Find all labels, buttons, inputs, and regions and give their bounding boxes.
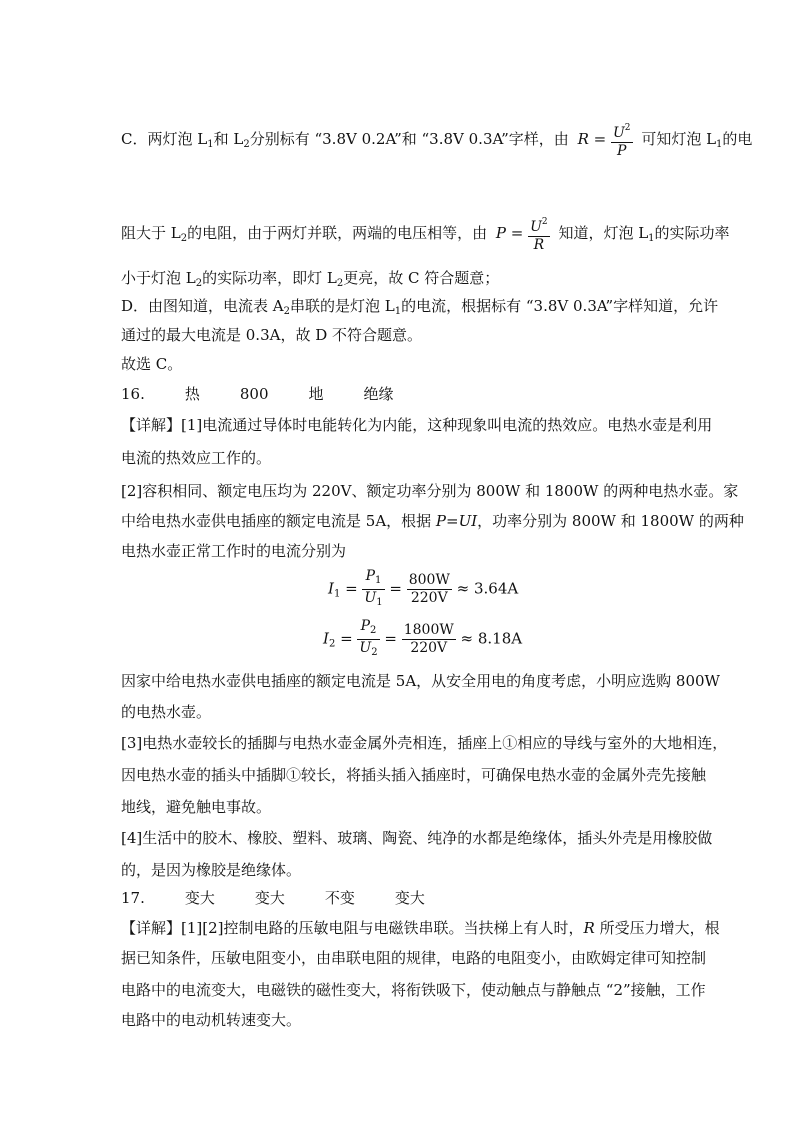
- q16-para-2b: 中给电热水壶供电插座的额定电流是 5A，根据 P=UI，功率分别为 800W 和 1800W 的两种: [121, 512, 744, 530]
- q16-answers: 16. 热 800 地 绝缘: [121, 385, 394, 403]
- formula-p-equals: P = $\frac{U^2}{R}$: [496, 214, 550, 254]
- q17-para-1c: 电路中的电流变大，电磁铁的磁性变大，将衔铁吸下，使动触点与静触点 “2”接触，工作: [121, 981, 706, 999]
- q16-para-1a: 【详解】[1]电流通过导体时电能转化为内能，这种现象叫电流的热效应。电热水壶是利用: [121, 416, 713, 434]
- q16-para-5b: 的，是因为橡胶是绝缘体。: [121, 861, 302, 879]
- q16-para-2c: 电热水壶正常工作时的电流分别为: [121, 542, 347, 560]
- option-d-line-1: D．由图知道，电流表 $A_2$串联的是灯泡 $L_1$的电流，根据标有 “3.8V 0.3A”字样知道，允许: [121, 297, 719, 317]
- q17-para-1d: 电路中的电动机转速变大。: [121, 1011, 302, 1029]
- q16-para-3a: 因家中给电热水壶供电插座的额定电流是 5A，从安全用电的角度考虑，小明应选购 800W: [121, 672, 720, 690]
- q16-para-1b: 电流的热效应工作的。: [121, 449, 272, 467]
- q17-para-1a: 【详解】[1][2]控制电路的压敏电阻与电磁铁串联。当扶梯上有人时，R 所受压力增大，根: [121, 919, 720, 937]
- formula-i1: $I_1$ = $\frac{P_1}{U_1}$ = $\frac{800W}{220V}$ ≈ 3.64A: [328, 568, 519, 608]
- formula-i2: $I_2$ = $\frac{P_2}{U_2}$ = $\frac{1800W}{220V}$ ≈ 8.18A: [323, 618, 523, 658]
- answer-line: 故选 C。: [121, 355, 183, 373]
- formula-r-equals: R = $\frac{U^2}{P}$: [578, 120, 633, 160]
- option-d-line-2: 通过的最大电流是 0.3A，故 D 不符合题意。: [121, 326, 423, 344]
- q16-para-4a: [3]电热水壶较长的插脚与电热水壶金属外壳相连，插座上①相应的导线与室外的大地相连，: [121, 734, 728, 752]
- q16-para-2a: [2]容积相同、额定电压均为 220V、额定功率分别为 800W 和 1800W 的两种电热水壶。家: [121, 482, 739, 500]
- q16-para-4c: 地线，避免触电事故。: [121, 798, 272, 816]
- q16-para-4b: 因电热水壶的插头中插脚①较长，将插头插入插座时，可确保电热水壶的金属外壳先接触: [121, 766, 707, 784]
- q16-para-3b: 的电热水壶。: [121, 703, 212, 721]
- option-c-line-1: C．两灯泡 $L_1$和 $L_2$分别标有 “3.8V 0.2A”和 “3.8V 0.3A”字样，由 R = $\frac{U^2}{P}$ 可知灯泡 $L_1$的电: [121, 120, 752, 160]
- option-c-line-3: 小于灯泡 $L_2$的实际功率，即灯 $L_2$更亮，故 C 符合题意；: [121, 269, 500, 289]
- q17-answers: 17. 变大 变大 不变 变大: [121, 889, 425, 907]
- q16-para-5a: [4]生活中的胶木、橡胶、塑料、玻璃、陶瓷、纯净的水都是绝缘体，插头外壳是用橡胶做: [121, 829, 713, 847]
- q17-para-1b: 据已知条件，压敏电阻变小，由串联电阻的规律，电路的电阻变小，由欧姆定律可知控制: [121, 949, 707, 967]
- option-c-line-2: 阻大于 $L_2$的电阻，由于两灯并联，两端的电压相等，由 P = $\frac{U^2}{R}$ 知道，灯泡 $L_1$的实际功率: [121, 214, 730, 254]
